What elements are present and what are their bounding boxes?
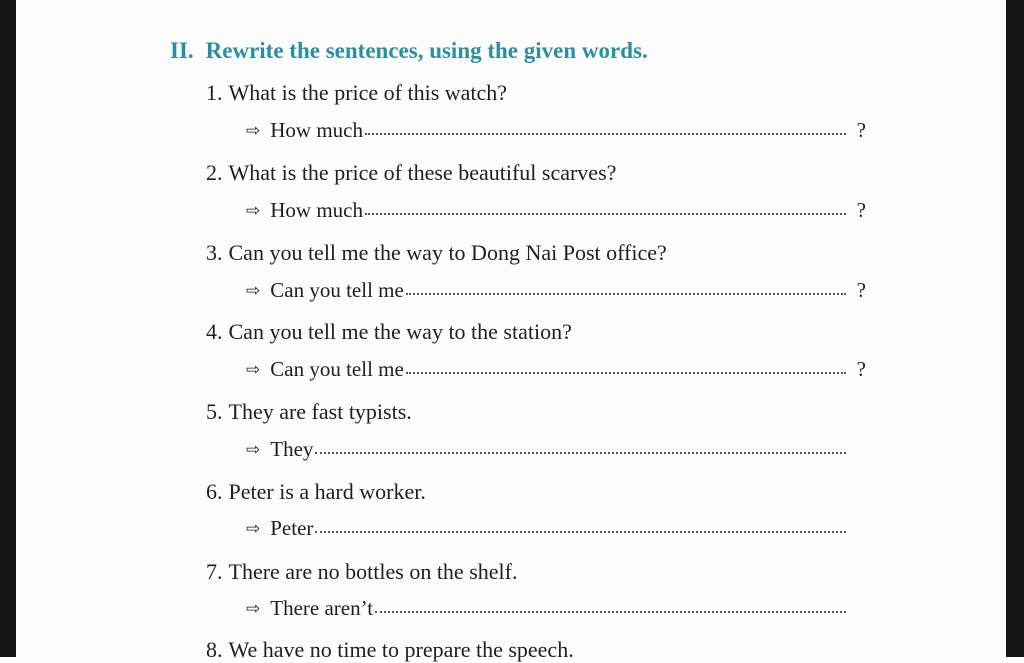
arrow-right-icon: ⇨ (246, 519, 261, 539)
question-number: 4. (206, 319, 223, 344)
question-text: There are no bottles on the shelf. (228, 559, 518, 584)
answer-ending: ? (856, 278, 866, 302)
answer-prompt: They (270, 437, 314, 461)
right-dark-border (1006, 0, 1024, 657)
question-1 (206, 80, 507, 106)
question-2 (206, 160, 616, 186)
answer-ending: ? (856, 357, 866, 381)
answer-blank[interactable] (315, 452, 846, 454)
question-text: Peter is a hard worker. (228, 479, 426, 504)
question-4 (206, 319, 572, 345)
question-number: 8. (206, 637, 223, 662)
answer-prompt: Can you tell me (270, 357, 404, 381)
answer-blank[interactable] (315, 531, 846, 533)
question-text: Can you tell me the way to the station? (228, 319, 572, 344)
answer-blank[interactable] (365, 133, 846, 135)
answer-blank[interactable] (406, 293, 846, 295)
answer-line-6[interactable] (246, 516, 866, 541)
arrow-right-icon: ⇨ (246, 599, 261, 619)
question-text: We have no time to prepare the speech. (228, 637, 574, 662)
answer-blank[interactable] (406, 372, 846, 374)
answer-prompt: There aren’t (270, 596, 374, 620)
question-number: 1. (206, 80, 223, 105)
answer-line-3[interactable] (246, 278, 866, 303)
arrow-right-icon: ⇨ (246, 121, 261, 141)
answer-line-2[interactable] (246, 198, 866, 223)
question-number: 3. (206, 240, 223, 265)
answer-line-5[interactable] (246, 437, 866, 462)
left-dark-border (0, 0, 16, 657)
answer-blank[interactable] (375, 611, 846, 613)
question-3 (206, 240, 667, 266)
question-text: What is the price of this watch? (228, 80, 508, 105)
answer-prompt: How much (270, 198, 363, 222)
exercise-instruction: Rewrite the sentences, using the given words. (205, 38, 648, 63)
question-text: What is the price of these beautiful scarves? (228, 160, 617, 185)
exercise-heading (170, 38, 648, 64)
exercise-number: II. (170, 38, 194, 63)
arrow-right-icon: ⇨ (246, 440, 261, 460)
question-5 (206, 399, 412, 425)
arrow-right-icon: ⇨ (246, 281, 261, 301)
question-number: 7. (206, 559, 223, 584)
answer-line-7[interactable] (246, 596, 866, 621)
answer-prompt: Can you tell me (270, 278, 404, 302)
answer-line-1[interactable] (246, 118, 866, 143)
question-text: They are fast typists. (228, 399, 412, 424)
answer-prompt: How much (270, 118, 363, 142)
question-number: 5. (206, 399, 223, 424)
answer-blank[interactable] (365, 213, 846, 215)
question-number: 6. (206, 479, 223, 504)
answer-prompt: Peter (270, 516, 314, 540)
answer-ending: ? (856, 118, 866, 142)
question-7 (206, 559, 517, 585)
question-8 (206, 637, 574, 663)
arrow-right-icon: ⇨ (246, 201, 261, 221)
question-text: Can you tell me the way to Dong Nai Post office? (228, 240, 667, 265)
question-6 (206, 479, 426, 505)
question-number: 2. (206, 160, 223, 185)
arrow-right-icon: ⇨ (246, 360, 261, 380)
answer-ending: ? (856, 198, 866, 222)
answer-line-4[interactable] (246, 357, 866, 382)
